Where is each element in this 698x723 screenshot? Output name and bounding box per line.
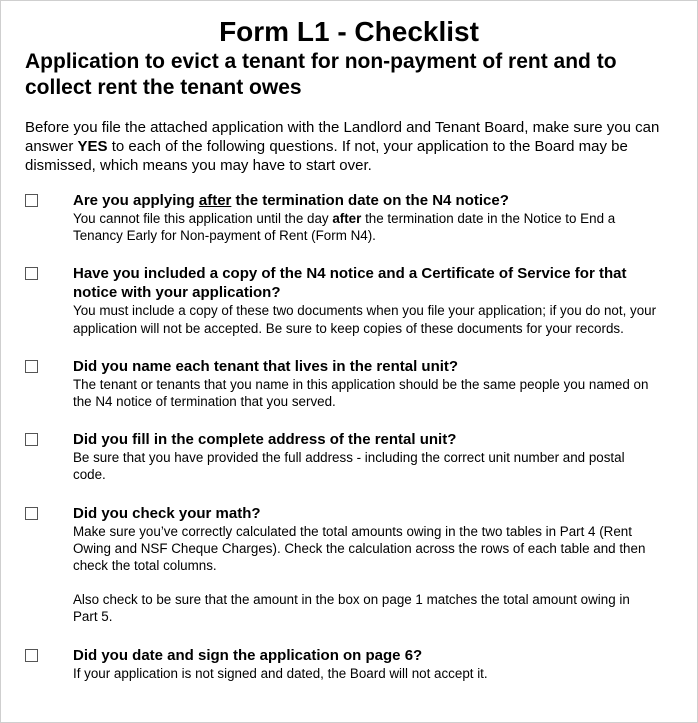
question-math: Did you check your math? [73,504,261,522]
question-sign: Did you date and sign the application on page 6? [73,646,423,664]
checkbox-sign[interactable] [25,649,38,662]
answer-sign: If your application is not signed and dated, the Board will not accept it. [73,665,488,681]
answer-address: Be sure that you have provided the full address - including the correct unit number and postal code. [73,450,625,483]
checklist-item-name-tenants [1,357,697,410]
question-n4-copy: Have you included a copy of the N4 notice and a Certificate of Service for that notice with your application? [73,265,627,302]
question-text: Are you applying [73,192,199,209]
intro-yes: YES [77,138,108,155]
answer-text: the termination date in the Notice to End a Tenancy Early for Non-payment of Rent (Form N4). [73,211,616,244]
checkbox-n4-copy[interactable] [25,267,38,280]
checkbox-address[interactable] [25,433,38,446]
answer-n4-copy: You must include a copy of these two documents when you file your application; if you do not, your application will not be accepted. Be sure to keep copies of these documents for your records. [73,303,657,336]
intro-paragraph [1,118,697,175]
question-name-tenants: Did you name each tenant that lives in the rental unit? [73,357,459,375]
checklist-item-math [1,504,697,626]
answer-emphasis: after [332,211,362,226]
checklist-item-sign [1,646,697,682]
checkbox-name-tenants[interactable] [25,360,38,373]
answer-name-tenants: The tenant or tenants that you name in this application should be the same people you named on the N4 notice of termination that you served. [73,376,649,410]
page-subtitle: Application to evict a tenant for non-payment of rent and to collect rent the tenant owes [25,50,617,99]
page-title: Form L1 - Checklist [219,16,479,47]
intro-text-1: Before you file the attached application with the Landlord and Tenant Board, make sure you can answer [25,119,660,155]
question-address: Did you fill in the complete address of the rental unit? [73,431,457,449]
answer-text: You cannot file this application until the day [73,211,333,226]
intro-text-2: to each of the following questions. If not, your application to the Board may be dismissed, which means you may have to start over. [25,138,628,174]
question-text: the termination date on the N4 notice? [231,192,509,209]
question-emphasis: after [198,192,232,209]
answer-math-extra: Also check to be sure that the amount in the box on page 1 matches the total amount owing in Part 5. [73,592,630,625]
checkbox-math[interactable] [25,507,38,520]
answer-math: Make sure you’ve correctly calculated the total amounts owing in the two tables in Part 4 (Rent Owing and NSF Cheque Charges). Check the calculation across the rows of each table and then check the total columns. [73,523,646,574]
answer-after-termination [73,210,657,244]
checkbox-after-termination[interactable] [25,194,38,207]
checklist-item-n4-copy [1,264,697,336]
checklist-item-address [1,430,697,483]
checklist-item-after-termination [1,191,697,244]
checklist [1,191,697,682]
question-after-termination [73,191,657,210]
